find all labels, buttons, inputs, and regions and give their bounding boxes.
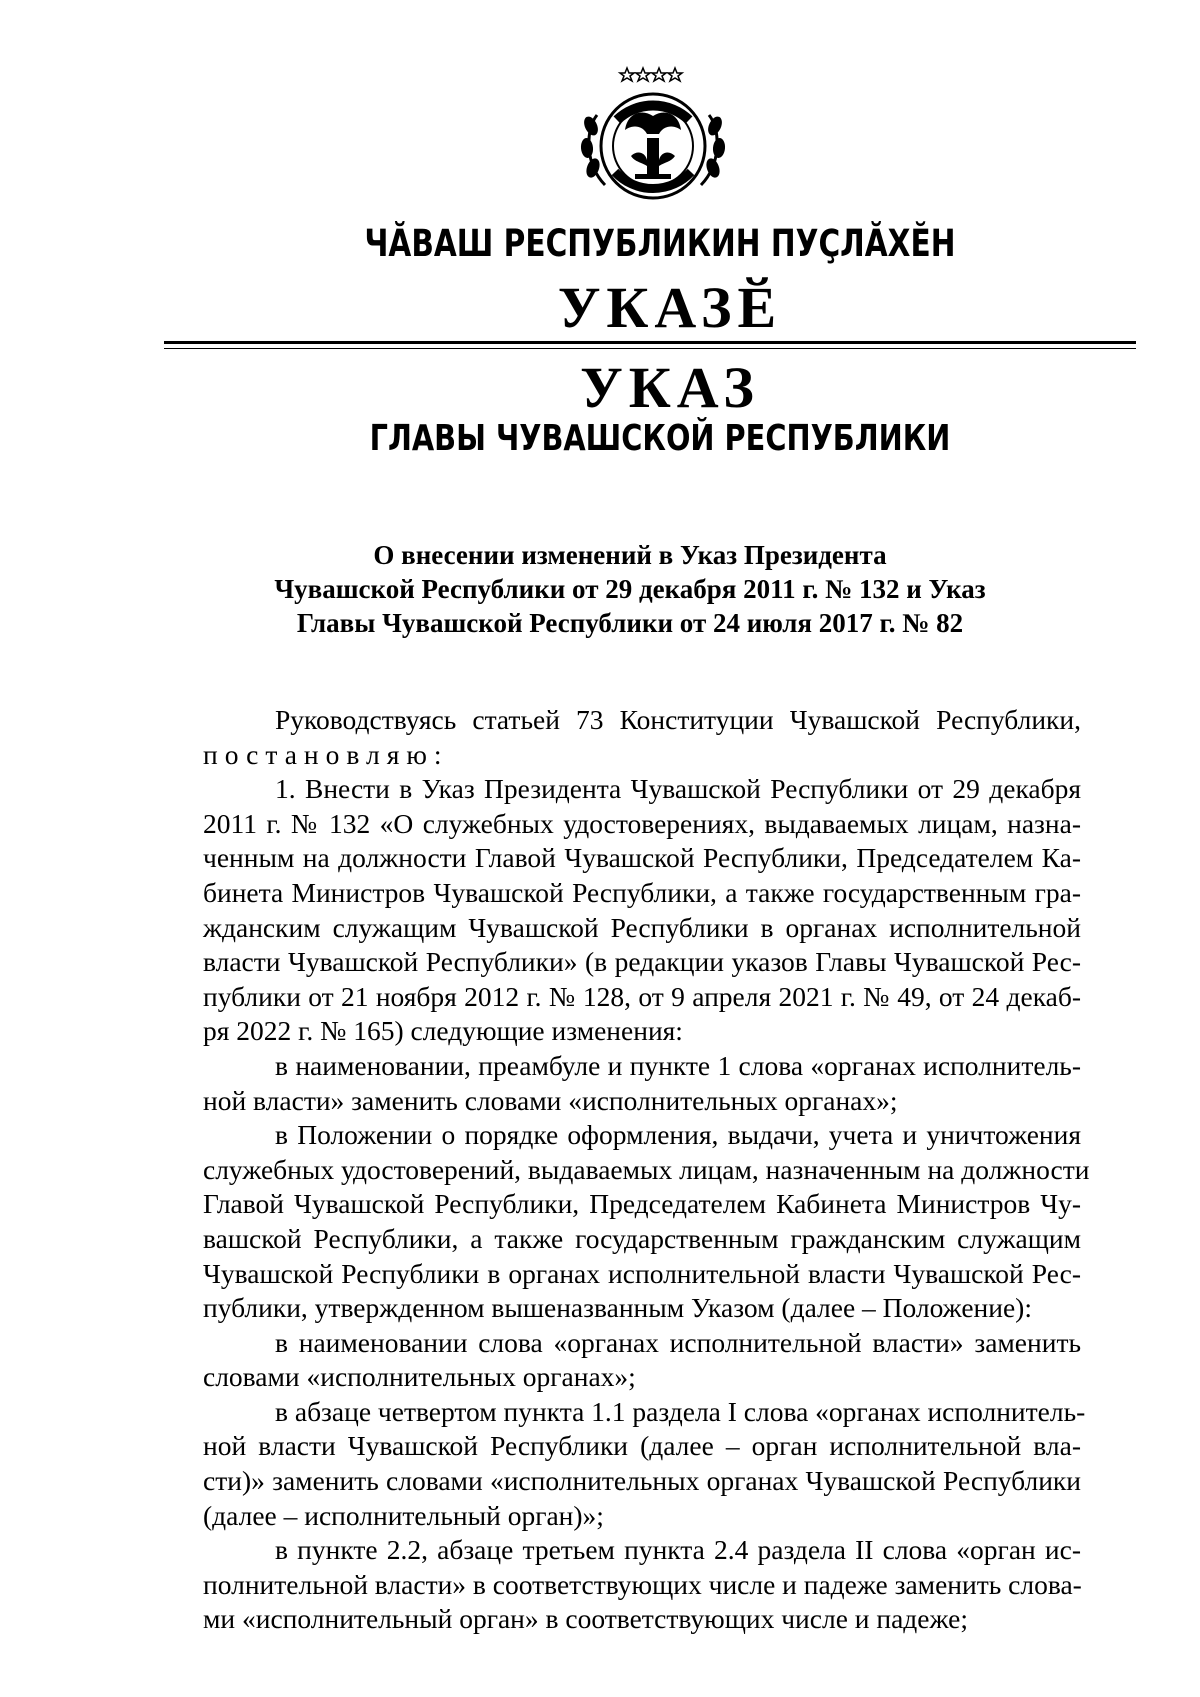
body-line: власти Чувашской Республики» (в редакции указов Главы Чувашской Рес- [203, 946, 1081, 978]
body-line: ной власти» заменить словами «исполнительных органах»; [203, 1084, 898, 1116]
russian-decree-heading: УКАЗ [580, 355, 760, 420]
body-line: в наименовании слова «органах исполнительной власти» заменить [275, 1326, 1081, 1358]
body-line: в Положении о порядке оформления, выдачи, учета и уничтожения [275, 1119, 1081, 1151]
body-line: вашской Республики, а также государственным гражданским служащим [203, 1222, 1081, 1254]
header-divider-thick [164, 341, 1136, 344]
coat-of-arms-icon [575, 60, 731, 210]
body-line: жданским служащим Чувашской Республики в органах исполнительной [203, 911, 1081, 943]
chuvash-header-title: ЧӐВАШ РЕСПУБЛИКИН ПУҪЛӐХӖН [364, 222, 956, 265]
body-line: в абзаце четвертом пункта 1.1 раздела I слова «органах исполнитель- [275, 1395, 1086, 1427]
document-title [190, 538, 1070, 640]
body-line: в наименовании, преамбуле и пункте 1 слова «органах исполнитель- [275, 1049, 1081, 1081]
title-line: О внесении изменений в Указ Президента [373, 540, 887, 570]
title-line: Чувашской Республики от 29 декабря 2011 г. № 132 и Указ [274, 574, 986, 604]
body-line: Главой Чувашской Республики, Председателем Кабинета Министров Чу- [203, 1188, 1081, 1220]
body-line: 1. Внести в Указ Президента Чувашской Республики от 29 декабря [275, 773, 1081, 805]
body-line: полнительной власти» в соответствующих числе и падеже заменить слова- [203, 1568, 1082, 1600]
russian-header-subtitle: ГЛАВЫ ЧУВАШСКОЙ РЕСПУБЛИКИ [369, 418, 951, 459]
body-line: Чувашской Республики в органах исполнительной власти Чувашской Рес- [203, 1257, 1081, 1289]
body-line: 2011 г. № 132 «О служебных удостоверениях, выдаваемых лицам, назна- [203, 807, 1081, 839]
body-line: ря 2022 г. № 165) следующие изменения: [203, 1015, 683, 1047]
body-line: в пункте 2.2, абзаце третьем пункта 2.4 раздела II слова «орган ис- [275, 1534, 1081, 1566]
document-body [203, 703, 1090, 1637]
body-line: бинета Министров Чувашской Республики, а также государственным гра- [203, 876, 1081, 908]
body-line: публики, утвержденном вышеназванным Указом (далее – Положение): [203, 1292, 1032, 1324]
coat-of-arms-emblem [575, 60, 731, 210]
body-line: Руководствуясь статьей 73 Конституции Чувашской Республики, [275, 704, 1081, 735]
body-line: сти)» заменить словами «исполнительных органах Чувашской Республики [203, 1465, 1081, 1497]
header-divider-thin [164, 348, 1136, 349]
body-line: публики от 21 ноября 2012 г. № 128, от 9 апреля 2021 г. № 49, от 24 декаб- [203, 980, 1081, 1012]
chuvash-decree-heading: УКАЗӖ [557, 275, 783, 340]
body-line: ной власти Чувашской Республики (далее – орган исполнительной вла- [203, 1430, 1081, 1462]
body-line: (далее – исполнительный орган)»; [203, 1499, 604, 1531]
body-line: ченным на должности Главой Чувашской Республики, Председателем Ка- [203, 842, 1081, 874]
body-line-postanovlyayu: постановляю: [203, 738, 449, 770]
body-line: служебных удостоверений, выдаваемых лицам, назначенным на должности [203, 1153, 1090, 1185]
body-line: ми «исполнительный орган» в соответствующих числе и падеже; [203, 1603, 968, 1635]
title-line: Главы Чувашской Республики от 24 июля 2017 г. № 82 [296, 608, 964, 638]
body-line: словами «исполнительных органах»; [203, 1361, 636, 1393]
